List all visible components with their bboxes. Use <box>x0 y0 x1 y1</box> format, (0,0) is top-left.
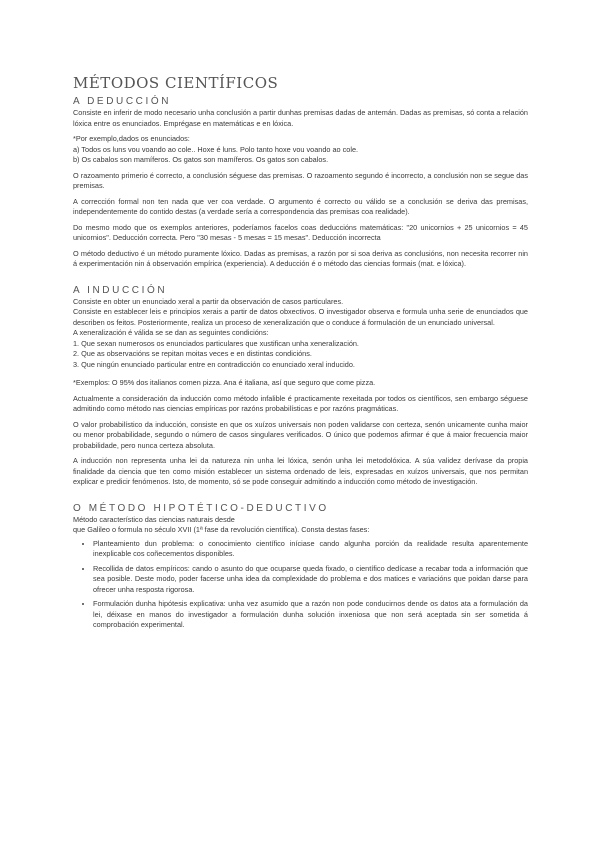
paragraph: Consiste en inferir de modo necesario unha conclusión a partir dunhas premisas dadas de antemán. Dadas as premisas, só conta a relación lóxica entre os enunciados. Emprégase en matemáticas e en lóxica. <box>73 108 528 128</box>
example-intro: *Por exemplo,dados os enunciados: <box>73 134 190 143</box>
list-item: • Planteamiento dun problema: o conocimiento científico iníciase cando algunha porción da realidade resulta aparentemente inexplicable cos coñecementos disponibles. <box>93 539 528 560</box>
page-title: MÉTODOS CIENTÍFICOS <box>73 74 279 92</box>
condition-item: 2. Que as observacións se repitan moitas veces e en distintas condicións. <box>73 349 312 358</box>
paragraph: Do mesmo modo que os exemplos anteriores, poderíamos facelos coas deduccións matemáticas: "20 unicornios + 25 unicornios = 45 unicornios". Deducción correcta. Pero "30 mesas - 5 mesas = 15 mesas". Deducción incorrecta <box>73 222 528 242</box>
paragraph: Consiste en establecer leis e principios xerais a partir de datos obxectivos. O investigador observa e formula unha serie de enunciados que describen os feitos. Posteriormente, realiza un proceso de xeneralización que o conduce á formulación de un enunciado universal. <box>73 307 528 327</box>
intro-line: que Galileo o formula no século XVII (1ª fase da revolución científica). Consta destas fases: <box>73 525 370 534</box>
section-heading-hipotetico: O MÉTODO HIPOTÉTICO-DEDUCTIVO <box>73 502 329 514</box>
condition-item: 3. Que ningún enunciado particular entre en contradicción co enunciado xeral inducido. <box>73 359 355 369</box>
paragraph: O razoamento primerio é correcto, a conclusión séguese das premisas. O razoamento segundo é incorrecto, a conclusión non se segue das premisas. <box>73 170 528 190</box>
paragraph: A inducción non representa unha lei da natureza nin unha lei lóxica, senón unha lei metodolóxica. A súa validez derívase da propia finalidade da ciencia que ten como misión establecer un sistema ordenado de leis, expresadas en xuízos universais, que nos permitan explicar e predicir fenómenos. Isto, de momento, só se pode conseguir admitindo a inducción como método de investigación. <box>73 456 528 486</box>
phases-list <box>73 539 528 631</box>
paragraph: O método deductivo é un método puramente lóxico. Dadas as premisas, a razón por si soa deriva as conclusións, non necesita recorrer nin á experimentación nin á observación empírica (experiencia). A deducción é o método das ciencias formais (mat. e lóxica). <box>73 248 528 268</box>
paragraph: Actualmente a consideración da inducción como método infalible é practicamente rexeitada por todos os científicos, sen embargo séguese admitindo como método nas ciencias empíricas por razóns probabilísticas e por razóns pragmáticas. <box>73 393 528 413</box>
section-heading-deduccion: A DEDUCCIÓN <box>73 96 172 107</box>
example: *Exemplos: O 95% dos italianos comen pizza. Ana é italiana, así que seguro que come pizza. <box>73 378 376 387</box>
paragraph: Consiste en obter un enunciado xeral a partir da observación de casos particulares. <box>73 296 344 306</box>
example-b: b) Os cabalos son mamíferos. Os gatos son mamíferos. Os gatos son cabalos. <box>73 155 329 164</box>
list-item: • Formulación dunha hipótesis explicativa: unha vez asumido que a razón non pode conducirnos dende os datos ata a formulación da lei, déixase en manos do investigador a formulación dunha solución inxeniosa que non será aceptada sin ser sometida á comprobación experimental. <box>93 599 528 631</box>
example-a: a) Todos os luns vou voando ao cole.. Hoxe é luns. Polo tanto hoxe vou voando ao cole. <box>73 144 359 154</box>
conditions-intro: A xeneralización é válida se se dan as seguintes condicións: <box>73 328 269 337</box>
list-item: • Recollida de datos empíricos: cando o asunto do que ocuparse queda fixado, o científico dedícase a recabar toda a información que sea posible. Deste modo, poder facerse unha idea da complexidade do problema e dos matices e variacións que poidan darse para ofrecer unha resposta rigorosa. <box>93 564 528 596</box>
paragraph: O valor probabilístico da inducción, consiste en que os xuízos universais non poden validarse con certeza, senón unicamente cunha maior ou menor probabilidade, segundo o número de casos singulares verificados. O único que podemos afirmar é que á maior frecuencia maior probabilidade, pero nunca certeza absoluta. <box>73 419 528 450</box>
intro-line: Método característico das ciencias naturais desde <box>73 514 235 524</box>
paragraph: A corrección formal non ten nada que ver coa verdade. O argumento é correcto ou válido se a conclusión se deriva das premisas, independentemente do contido destas (a verdade sería a correspondencia das premisas coa realidade). <box>73 196 528 216</box>
document-page <box>73 74 528 635</box>
section-heading-induccion: A INDUCCIÓN <box>73 284 168 296</box>
condition-item: 1. Que sexan numerosos os enunciados particulares que xustifican unha xeneralización. <box>73 338 359 348</box>
